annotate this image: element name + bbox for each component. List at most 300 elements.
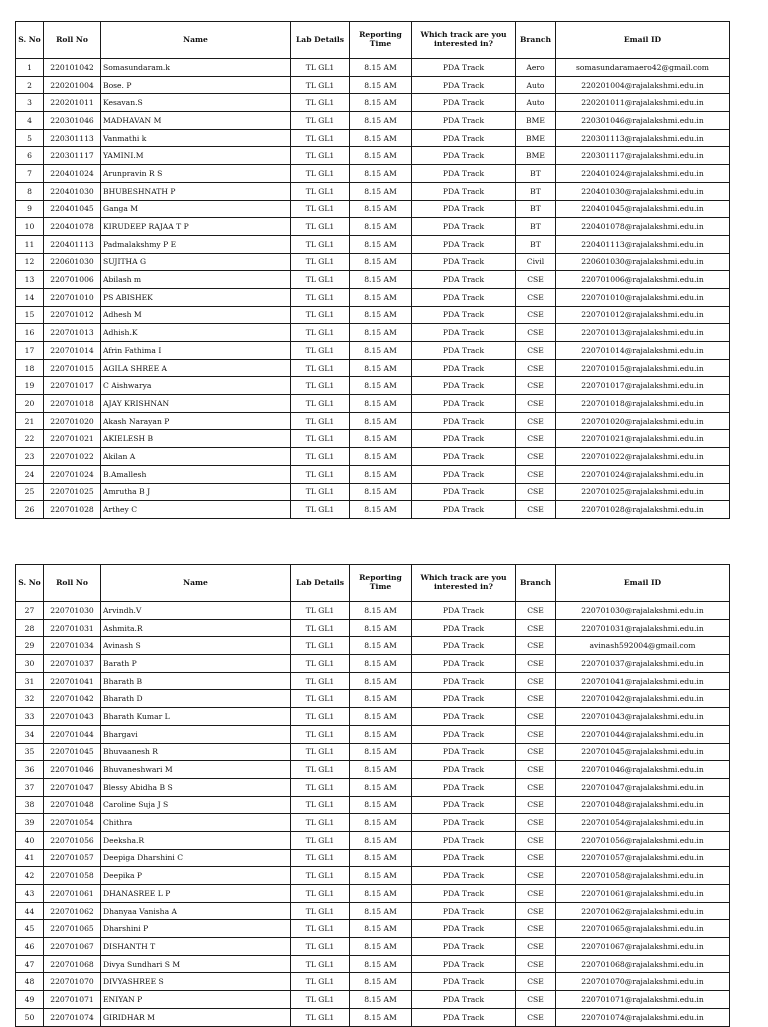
cell-sno: 41: [16, 849, 44, 867]
cell-lab-details: TL GL1: [291, 395, 350, 413]
header-track: Which track are you interested in?: [412, 565, 516, 602]
cell-sno: 35: [16, 743, 44, 761]
cell-roll-no: 220701018: [44, 395, 101, 413]
cell-name: AGILA SHREE A: [101, 359, 291, 377]
cell-email: somasundaramaero42@gmail.com: [556, 59, 730, 77]
cell-sno: 50: [16, 1008, 44, 1026]
cell-name: Avinash S: [101, 637, 291, 655]
cell-lab-details: TL GL1: [291, 129, 350, 147]
cell-sno: 10: [16, 218, 44, 236]
table-row: [16, 76, 730, 94]
cell-branch: CSE: [516, 377, 556, 395]
table-row: [16, 619, 730, 637]
cell-roll-no: 220101042: [44, 59, 101, 77]
cell-roll-no: 220401024: [44, 165, 101, 183]
cell-track: PDA Track: [412, 465, 516, 483]
header-reporting-time: Reporting Time: [350, 565, 412, 602]
cell-sno: 23: [16, 448, 44, 466]
cell-track: PDA Track: [412, 973, 516, 991]
cell-branch: CSE: [516, 619, 556, 637]
cell-name: Vanmathi k: [101, 129, 291, 147]
cell-name: KIRUDEEP RAJAA T P: [101, 218, 291, 236]
cell-lab-details: TL GL1: [291, 465, 350, 483]
cell-sno: 5: [16, 129, 44, 147]
cell-reporting-time: 8.15 AM: [350, 725, 412, 743]
cell-reporting-time: 8.15 AM: [350, 902, 412, 920]
cell-name: Bharath B: [101, 672, 291, 690]
cell-track: PDA Track: [412, 412, 516, 430]
cell-email: 220401024@rajalakshmi.edu.in: [556, 165, 730, 183]
cell-track: PDA Track: [412, 725, 516, 743]
cell-sno: 37: [16, 778, 44, 796]
cell-lab-details: TL GL1: [291, 938, 350, 956]
cell-name: YAMINI.M: [101, 147, 291, 165]
table-row: [16, 377, 730, 395]
cell-name: Bose. P: [101, 76, 291, 94]
cell-email: 220701028@rajalakshmi.edu.in: [556, 501, 730, 519]
cell-email: 220701031@rajalakshmi.edu.in: [556, 619, 730, 637]
cell-name: Padmalakshmy P E: [101, 235, 291, 253]
cell-sno: 32: [16, 690, 44, 708]
cell-email: 220701061@rajalakshmi.edu.in: [556, 885, 730, 903]
table-row: [16, 430, 730, 448]
cell-roll-no: 220701017: [44, 377, 101, 395]
cell-sno: 48: [16, 973, 44, 991]
table-row: [16, 306, 730, 324]
cell-email: 220701071@rajalakshmi.edu.in: [556, 991, 730, 1009]
cell-branch: CSE: [516, 867, 556, 885]
cell-lab-details: TL GL1: [291, 902, 350, 920]
cell-sno: 16: [16, 324, 44, 342]
cell-reporting-time: 8.15 AM: [350, 867, 412, 885]
cell-branch: CSE: [516, 796, 556, 814]
cell-name: DISHANTH T: [101, 938, 291, 956]
cell-roll-no: 220701070: [44, 973, 101, 991]
table-row: [16, 885, 730, 903]
cell-sno: 30: [16, 655, 44, 673]
cell-lab-details: TL GL1: [291, 973, 350, 991]
cell-name: Adhesh M: [101, 306, 291, 324]
cell-branch: CSE: [516, 885, 556, 903]
cell-reporting-time: 8.15 AM: [350, 165, 412, 183]
header-lab-details: Lab Details: [291, 565, 350, 602]
cell-reporting-time: 8.15 AM: [350, 448, 412, 466]
cell-email: 220701062@rajalakshmi.edu.in: [556, 902, 730, 920]
table-row: [16, 761, 730, 779]
cell-lab-details: TL GL1: [291, 778, 350, 796]
cell-lab-details: TL GL1: [291, 483, 350, 501]
cell-roll-no: 220701043: [44, 708, 101, 726]
table-row: [16, 112, 730, 130]
cell-branch: CSE: [516, 430, 556, 448]
header-row: [16, 22, 730, 59]
cell-reporting-time: 8.15 AM: [350, 465, 412, 483]
cell-roll-no: 220701061: [44, 885, 101, 903]
cell-branch: Aero: [516, 59, 556, 77]
cell-email: 220401078@rajalakshmi.edu.in: [556, 218, 730, 236]
cell-name: Chithra: [101, 814, 291, 832]
cell-reporting-time: 8.15 AM: [350, 271, 412, 289]
cell-lab-details: TL GL1: [291, 743, 350, 761]
table-row: [16, 796, 730, 814]
cell-reporting-time: 8.15 AM: [350, 796, 412, 814]
cell-sno: 3: [16, 94, 44, 112]
cell-sno: 8: [16, 182, 44, 200]
cell-email: 220701018@rajalakshmi.edu.in: [556, 395, 730, 413]
cell-roll-no: 220701071: [44, 991, 101, 1009]
cell-lab-details: TL GL1: [291, 165, 350, 183]
cell-lab-details: TL GL1: [291, 377, 350, 395]
cell-name: Abilash m: [101, 271, 291, 289]
cell-reporting-time: 8.15 AM: [350, 655, 412, 673]
cell-reporting-time: 8.15 AM: [350, 342, 412, 360]
cell-lab-details: TL GL1: [291, 76, 350, 94]
header-email: Email ID: [556, 565, 730, 602]
cell-roll-no: 220701013: [44, 324, 101, 342]
cell-track: PDA Track: [412, 672, 516, 690]
cell-track: PDA Track: [412, 288, 516, 306]
cell-track: PDA Track: [412, 602, 516, 620]
cell-email: 220201011@rajalakshmi.edu.in: [556, 94, 730, 112]
cell-sno: 13: [16, 271, 44, 289]
cell-branch: CSE: [516, 849, 556, 867]
cell-roll-no: 220701065: [44, 920, 101, 938]
cell-lab-details: TL GL1: [291, 849, 350, 867]
cell-roll-no: 220701046: [44, 761, 101, 779]
cell-branch: CSE: [516, 306, 556, 324]
header-track: Which track are you interested in?: [412, 22, 516, 59]
cell-lab-details: TL GL1: [291, 955, 350, 973]
cell-name: Bhuvaneshwari M: [101, 761, 291, 779]
cell-roll-no: 220701028: [44, 501, 101, 519]
cell-lab-details: TL GL1: [291, 147, 350, 165]
cell-name: Bhargavi: [101, 725, 291, 743]
cell-name: Blessy Abidha B S: [101, 778, 291, 796]
cell-branch: CSE: [516, 991, 556, 1009]
cell-branch: BME: [516, 112, 556, 130]
cell-branch: CSE: [516, 743, 556, 761]
cell-roll-no: 220701022: [44, 448, 101, 466]
cell-lab-details: TL GL1: [291, 94, 350, 112]
header-branch: Branch: [516, 565, 556, 602]
cell-branch: CSE: [516, 672, 556, 690]
cell-name: Dharshini P: [101, 920, 291, 938]
table-row: [16, 412, 730, 430]
cell-lab-details: TL GL1: [291, 708, 350, 726]
cell-reporting-time: 8.15 AM: [350, 324, 412, 342]
cell-track: PDA Track: [412, 306, 516, 324]
cell-name: Arthey C: [101, 501, 291, 519]
cell-sno: 33: [16, 708, 44, 726]
cell-sno: 38: [16, 796, 44, 814]
cell-email: 220701020@rajalakshmi.edu.in: [556, 412, 730, 430]
cell-track: PDA Track: [412, 94, 516, 112]
header-roll-no: Roll No: [44, 22, 101, 59]
table-row: [16, 483, 730, 501]
table-row: [16, 200, 730, 218]
cell-roll-no: 220701041: [44, 672, 101, 690]
cell-roll-no: 220701025: [44, 483, 101, 501]
cell-lab-details: TL GL1: [291, 885, 350, 903]
cell-email: 220401113@rajalakshmi.edu.in: [556, 235, 730, 253]
cell-track: PDA Track: [412, 831, 516, 849]
cell-reporting-time: 8.15 AM: [350, 973, 412, 991]
table-row: [16, 814, 730, 832]
cell-roll-no: 220701042: [44, 690, 101, 708]
cell-track: PDA Track: [412, 885, 516, 903]
cell-branch: CSE: [516, 725, 556, 743]
table-row: [16, 465, 730, 483]
cell-sno: 6: [16, 147, 44, 165]
cell-name: Bhuvaanesh R: [101, 743, 291, 761]
cell-sno: 46: [16, 938, 44, 956]
cell-sno: 40: [16, 831, 44, 849]
cell-sno: 27: [16, 602, 44, 620]
cell-name: Akash Narayan P: [101, 412, 291, 430]
cell-roll-no: 220201011: [44, 94, 101, 112]
cell-reporting-time: 8.15 AM: [350, 991, 412, 1009]
cell-branch: CSE: [516, 920, 556, 938]
cell-roll-no: 220701006: [44, 271, 101, 289]
header-name: Name: [101, 22, 291, 59]
header-email: Email ID: [556, 22, 730, 59]
cell-roll-no: 220701020: [44, 412, 101, 430]
cell-name: B.Amallesh: [101, 465, 291, 483]
cell-sno: 47: [16, 955, 44, 973]
cell-reporting-time: 8.15 AM: [350, 430, 412, 448]
cell-roll-no: 220301046: [44, 112, 101, 130]
cell-branch: CSE: [516, 359, 556, 377]
table-row: [16, 253, 730, 271]
table-row: [16, 395, 730, 413]
students-table-2: [15, 564, 730, 1027]
cell-email: 220701022@rajalakshmi.edu.in: [556, 448, 730, 466]
cell-track: PDA Track: [412, 483, 516, 501]
table-row: [16, 902, 730, 920]
cell-reporting-time: 8.15 AM: [350, 778, 412, 796]
cell-reporting-time: 8.15 AM: [350, 235, 412, 253]
cell-branch: CSE: [516, 778, 556, 796]
cell-name: Afrin Fathima I: [101, 342, 291, 360]
cell-track: PDA Track: [412, 324, 516, 342]
cell-roll-no: 220701067: [44, 938, 101, 956]
cell-branch: CSE: [516, 395, 556, 413]
table-row: [16, 359, 730, 377]
cell-sno: 18: [16, 359, 44, 377]
cell-branch: CSE: [516, 412, 556, 430]
cell-email: 220701006@rajalakshmi.edu.in: [556, 271, 730, 289]
table-row: [16, 973, 730, 991]
cell-lab-details: TL GL1: [291, 814, 350, 832]
cell-sno: 2: [16, 76, 44, 94]
cell-track: PDA Track: [412, 849, 516, 867]
table-row: [16, 955, 730, 973]
cell-email: 220701070@rajalakshmi.edu.in: [556, 973, 730, 991]
table-row: [16, 147, 730, 165]
cell-email: 220701056@rajalakshmi.edu.in: [556, 831, 730, 849]
header-sno: S. No: [16, 565, 44, 602]
cell-roll-no: 220401113: [44, 235, 101, 253]
header-reporting-time: Reporting Time: [350, 22, 412, 59]
cell-reporting-time: 8.15 AM: [350, 849, 412, 867]
cell-lab-details: TL GL1: [291, 637, 350, 655]
cell-reporting-time: 8.15 AM: [350, 814, 412, 832]
cell-track: PDA Track: [412, 112, 516, 130]
cell-name: AJAY KRISHNAN: [101, 395, 291, 413]
table-row: [16, 938, 730, 956]
table-row: [16, 743, 730, 761]
cell-lab-details: TL GL1: [291, 306, 350, 324]
cell-email: 220401030@rajalakshmi.edu.in: [556, 182, 730, 200]
cell-track: PDA Track: [412, 867, 516, 885]
cell-branch: CSE: [516, 761, 556, 779]
cell-branch: Auto: [516, 76, 556, 94]
cell-roll-no: 220401045: [44, 200, 101, 218]
cell-track: PDA Track: [412, 761, 516, 779]
cell-email: 220701037@rajalakshmi.edu.in: [556, 655, 730, 673]
cell-reporting-time: 8.15 AM: [350, 743, 412, 761]
cell-roll-no: 220701045: [44, 743, 101, 761]
table-row: [16, 778, 730, 796]
header-name: Name: [101, 565, 291, 602]
cell-branch: BT: [516, 182, 556, 200]
cell-email: 220701046@rajalakshmi.edu.in: [556, 761, 730, 779]
cell-track: PDA Track: [412, 271, 516, 289]
cell-email: 220701024@rajalakshmi.edu.in: [556, 465, 730, 483]
cell-track: PDA Track: [412, 342, 516, 360]
cell-lab-details: TL GL1: [291, 288, 350, 306]
cell-reporting-time: 8.15 AM: [350, 377, 412, 395]
cell-branch: CSE: [516, 342, 556, 360]
table-row: [16, 867, 730, 885]
cell-branch: Civil: [516, 253, 556, 271]
cell-lab-details: TL GL1: [291, 796, 350, 814]
cell-branch: CSE: [516, 690, 556, 708]
cell-track: PDA Track: [412, 76, 516, 94]
cell-reporting-time: 8.15 AM: [350, 306, 412, 324]
cell-sno: 19: [16, 377, 44, 395]
cell-lab-details: TL GL1: [291, 672, 350, 690]
table-row: [16, 324, 730, 342]
cell-roll-no: 220701021: [44, 430, 101, 448]
cell-email: 220301117@rajalakshmi.edu.in: [556, 147, 730, 165]
cell-reporting-time: 8.15 AM: [350, 182, 412, 200]
table-row: [16, 637, 730, 655]
table-row: [16, 165, 730, 183]
cell-branch: BT: [516, 218, 556, 236]
table-row: [16, 448, 730, 466]
cell-track: PDA Track: [412, 147, 516, 165]
cell-reporting-time: 8.15 AM: [350, 76, 412, 94]
cell-reporting-time: 8.15 AM: [350, 200, 412, 218]
cell-name: C Aishwarya: [101, 377, 291, 395]
cell-reporting-time: 8.15 AM: [350, 619, 412, 637]
cell-branch: CSE: [516, 1008, 556, 1026]
cell-track: PDA Track: [412, 637, 516, 655]
cell-sno: 21: [16, 412, 44, 430]
cell-lab-details: TL GL1: [291, 271, 350, 289]
cell-name: Arunpravin R S: [101, 165, 291, 183]
cell-track: PDA Track: [412, 991, 516, 1009]
cell-roll-no: 220701044: [44, 725, 101, 743]
cell-reporting-time: 8.15 AM: [350, 1008, 412, 1026]
cell-roll-no: 220701048: [44, 796, 101, 814]
cell-sno: 29: [16, 637, 44, 655]
cell-roll-no: 220701057: [44, 849, 101, 867]
cell-roll-no: 220401030: [44, 182, 101, 200]
cell-roll-no: 220701058: [44, 867, 101, 885]
cell-name: Adhish.K: [101, 324, 291, 342]
cell-email: 220701025@rajalakshmi.edu.in: [556, 483, 730, 501]
cell-email: 220701041@rajalakshmi.edu.in: [556, 672, 730, 690]
cell-sno: 11: [16, 235, 44, 253]
cell-branch: CSE: [516, 973, 556, 991]
cell-sno: 14: [16, 288, 44, 306]
cell-branch: CSE: [516, 708, 556, 726]
cell-reporting-time: 8.15 AM: [350, 253, 412, 271]
cell-lab-details: TL GL1: [291, 218, 350, 236]
cell-lab-details: TL GL1: [291, 867, 350, 885]
cell-track: PDA Track: [412, 129, 516, 147]
cell-roll-no: 220401078: [44, 218, 101, 236]
cell-sno: 9: [16, 200, 44, 218]
cell-reporting-time: 8.15 AM: [350, 412, 412, 430]
cell-reporting-time: 8.15 AM: [350, 690, 412, 708]
cell-reporting-time: 8.15 AM: [350, 395, 412, 413]
cell-branch: CSE: [516, 288, 556, 306]
cell-track: PDA Track: [412, 395, 516, 413]
cell-sno: 7: [16, 165, 44, 183]
table-row: [16, 849, 730, 867]
cell-email: 220701048@rajalakshmi.edu.in: [556, 796, 730, 814]
cell-name: Deepika P: [101, 867, 291, 885]
table-row: [16, 725, 730, 743]
cell-track: PDA Track: [412, 253, 516, 271]
cell-reporting-time: 8.15 AM: [350, 288, 412, 306]
cell-track: PDA Track: [412, 814, 516, 832]
cell-branch: CSE: [516, 602, 556, 620]
cell-branch: BT: [516, 235, 556, 253]
cell-sno: 43: [16, 885, 44, 903]
cell-sno: 34: [16, 725, 44, 743]
cell-email: 220701021@rajalakshmi.edu.in: [556, 430, 730, 448]
cell-sno: 39: [16, 814, 44, 832]
cell-reporting-time: 8.15 AM: [350, 672, 412, 690]
cell-email: 220301113@rajalakshmi.edu.in: [556, 129, 730, 147]
cell-lab-details: TL GL1: [291, 831, 350, 849]
cell-name: Somasundaram.k: [101, 59, 291, 77]
cell-sno: 1: [16, 59, 44, 77]
table-row: [16, 991, 730, 1009]
table-row: [16, 182, 730, 200]
cell-reporting-time: 8.15 AM: [350, 920, 412, 938]
cell-email: 220701013@rajalakshmi.edu.in: [556, 324, 730, 342]
table-row: [16, 94, 730, 112]
cell-name: Bharath Kumar L: [101, 708, 291, 726]
header-sno: S. No: [16, 22, 44, 59]
cell-name: GIRIDHAR M: [101, 1008, 291, 1026]
cell-lab-details: TL GL1: [291, 430, 350, 448]
cell-lab-details: TL GL1: [291, 112, 350, 130]
cell-email: 220701058@rajalakshmi.edu.in: [556, 867, 730, 885]
cell-branch: CSE: [516, 955, 556, 973]
cell-roll-no: 220701037: [44, 655, 101, 673]
cell-reporting-time: 8.15 AM: [350, 94, 412, 112]
cell-name: Akilan A: [101, 448, 291, 466]
cell-sno: 4: [16, 112, 44, 130]
cell-name: Deepiga Dharshini C: [101, 849, 291, 867]
cell-email: 220701074@rajalakshmi.edu.in: [556, 1008, 730, 1026]
